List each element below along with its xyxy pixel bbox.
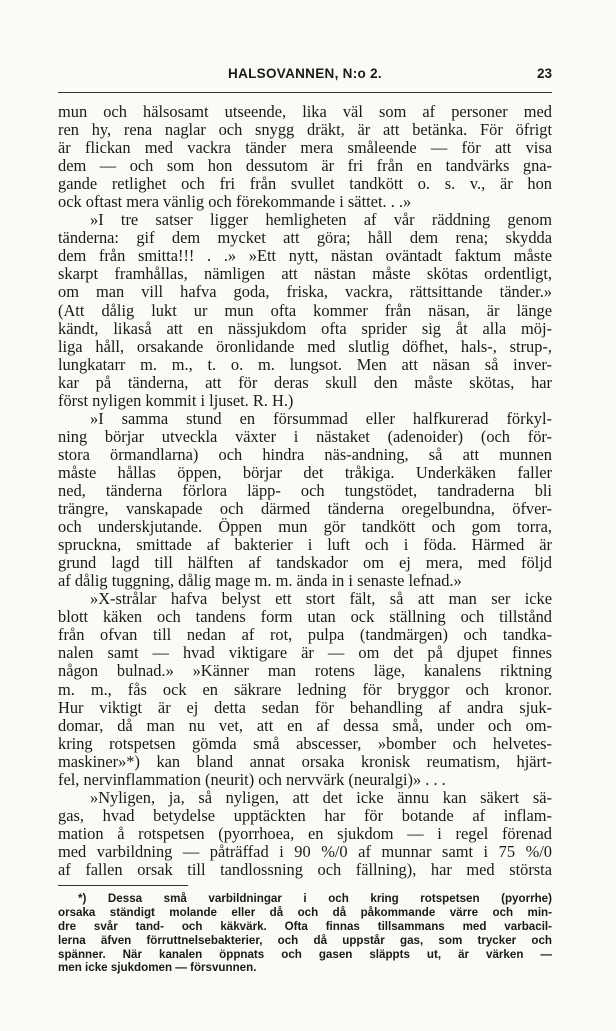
body-line: lungkatarr m. m., t. o. m. lungsot. Men att näsan så inver-	[58, 355, 552, 374]
footnote-line: orsaka ständigt molande eller då och då påkommande värre och min-	[58, 905, 552, 919]
body-line: någon bulnad.» »Känner man rotens läge, kanalens riktning	[58, 662, 552, 681]
body-line: kar på tänderna, att för deras skull den måste skötas, har	[58, 373, 552, 392]
body-line: med varbildning — påträffad i 90 %/0 af munnar samt i 75 %/0	[58, 842, 552, 861]
body-line: gas, hvad betydelse upptäckten har för botande af inflam-	[58, 806, 552, 825]
body-line: dem från smitta!!! . .» »Ett nytt, nästan oväntadt faktum måste	[58, 247, 552, 266]
body-line: m. m., fås ock en säkrare ledning för bryggor och kronor.	[58, 680, 552, 699]
body-line: af fallen orsak till tandlossning och fällning), har med största	[58, 860, 552, 879]
body-line: kändt, likaså att en nässjukdom ofta sprider sig åt alla möj-	[58, 319, 552, 338]
body-line: maskiner»*) kan bland annat orsaka kronisk reumatism, hjärt-	[58, 752, 552, 771]
footnote	[58, 892, 552, 975]
body-line: från ofvan till nedan af rot, pulpa (tandmärgen) och tandka-	[58, 626, 552, 645]
body-line: blott käken och tandens form utan ock ställning och tillstånd	[58, 608, 552, 627]
body-line: är flickan med vackra tänder mera småleende — för att visa	[58, 139, 552, 158]
body-line: och underskjutande. Öppen mun gör tandkött och gom torra,	[58, 518, 552, 537]
body-line: gande retlighet och fri från svullet tandkött o. s. v., är hon	[58, 175, 552, 194]
body-line: ned, tänderna förlora läpp- och tungstödet, tandraderna bli	[58, 481, 552, 500]
body-line: af dålig tuggning, dålig mage m. m. ända in i senaste lefnad.»	[58, 572, 462, 591]
body-line: ning börjar utveckla växter i nästaket (adenoider) (och för-	[58, 427, 552, 446]
body-line: stora örmandlarna) och hindra näs-andning, så att munnen	[58, 445, 552, 464]
footnote-line: *) Dessa små varbildningar i och kring rotspetsen (pyorrhe)	[78, 892, 552, 905]
body-line: trängre, vanskapade och därmed tänderna oregelbundna, öfver-	[58, 500, 552, 519]
body-line: Hur viktigt är ej detta sedan för behandling af andra sjuk-	[58, 698, 552, 717]
body-line: måste hållas öppen, börjar det tråkiga. Underkäken faller	[58, 463, 552, 482]
body-line: »I tre satser ligger hemligheten af vår räddning genom	[90, 211, 552, 230]
footnote-line: men icke sjukdomen — försvunnen.	[58, 961, 257, 975]
body-line: domar, då man nu vet, att en af dessa små, under och om-	[58, 716, 552, 735]
body-line: »I samma stund en försummad eller halfkurerad förkyl-	[90, 409, 552, 428]
body-line: ock oftast mera vänlig och förekommande i sättet. . .»	[58, 193, 412, 212]
body-line: tänderna: gif dem mycket att göra; håll dem rena; skydda	[58, 229, 552, 248]
body-line: om man vill hafva goda, friska, vackra, rättsittande tänder.»	[58, 283, 552, 302]
header-rule	[58, 92, 552, 93]
body-line: spruckna, smittade af bakterier i luft och i föda. Härmed är	[58, 536, 552, 555]
body-line: liga håll, orsakande öronlidande med slutlig döfhet, hals-, strup-,	[58, 337, 552, 356]
body-line: »X-strålar hafva belyst ett stort fält, så att man ser icke	[90, 590, 552, 609]
body-line: kring rotspetsen gömda små abscesser, »bomber och helvetes-	[58, 734, 552, 753]
page-number: 23	[536, 66, 552, 81]
body-text	[58, 103, 552, 879]
body-line: mun och hälsosamt utseende, lika väl som af personer med	[58, 103, 552, 121]
body-line: »Nyligen, ja, så nyligen, att det icke ännu kan säkert sä-	[90, 788, 552, 807]
body-line: nalen samt — hvad viktigare är — om det på djupet finnes	[58, 644, 552, 663]
footnote-rule	[58, 885, 188, 886]
body-line: skarpt framhållas, nämligen att nästan måste skötas ordentligt,	[58, 265, 552, 284]
body-line: grund lagd till hälften af tandskador om ej mera, med följd	[58, 554, 552, 573]
body-line: mation å rotspetsen (pyorrhoea, en sjukdom — i regel förenad	[58, 824, 552, 843]
body-line: (Att dålig lukt ur mun ofta kommer från näsan, är länge	[58, 301, 552, 320]
body-line: först nyligen kommit i ljuset. R. H.)	[58, 391, 294, 410]
running-title: HALSOVANNEN, N:o 2.	[228, 66, 382, 81]
body-line: fel, nervinflammation (neurit) och nervvärk (neuralgi)» . . .	[58, 770, 446, 789]
footnote-line: dre svår tand- och käkvärk. Ofta finnas tillsammans med varbacil-	[58, 919, 552, 933]
page-header	[58, 66, 552, 86]
body-line: ren hy, rena naglar och snygg dräkt, är att betänka. För öfrigt	[58, 121, 552, 140]
footnote-line: spänner. När kanalen öppnats och gasen släppts ut, är värken —	[58, 947, 552, 961]
body-line: dem — och som hon dessutom är fri från en tandvärks gna-	[58, 157, 552, 176]
footnote-line: lerna äfven förruttnelsebakterier, och då uppstår gas, som trycker och	[58, 933, 552, 947]
